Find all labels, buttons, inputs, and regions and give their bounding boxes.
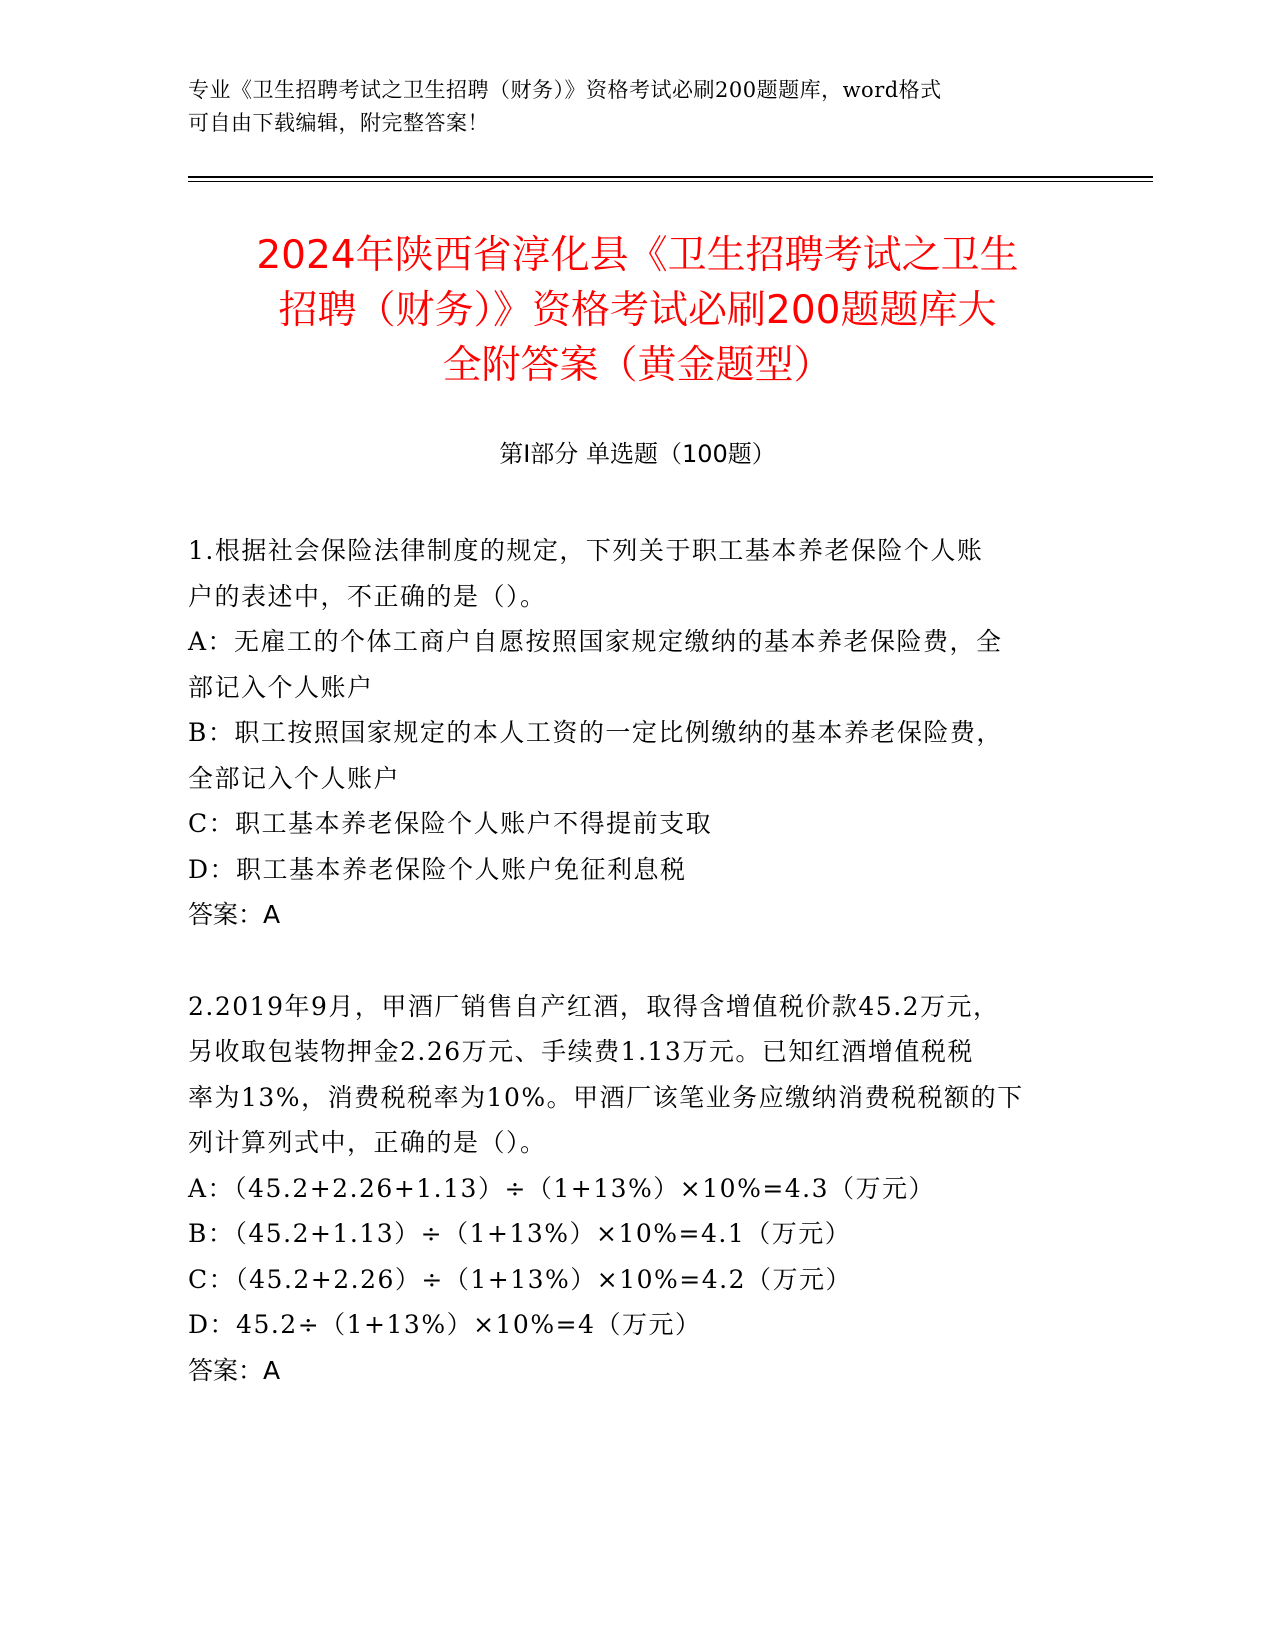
question-2-option-d: D：45.2÷（1+13%）×10%=4（万元）	[188, 1310, 702, 1339]
question-1-stem-line2: 户的表述中，不正确的是（）。	[188, 581, 547, 611]
question-2-option-b: B：（45.2+1.13）÷（1+13%）×10%=4.1（万元）	[188, 1219, 852, 1248]
question-1	[188, 528, 1068, 938]
question-2-stem-line4: 列计算列式中，正确的是（）。	[188, 1128, 547, 1157]
question-1-option-d: D：职工基本养老保险个人账户免征利息税	[188, 854, 687, 884]
question-1-option-a-line1: A：无雇工的个体工商户自愿按照国家规定缴纳的基本养老保险费，全	[188, 627, 1003, 656]
question-2-stem-line1: 2.2019年9月，甲酒厂销售自产红酒，取得含增值税价款45.2万元，	[188, 991, 1000, 1021]
question-1-option-a-line2: 部记入个人账户	[188, 672, 374, 702]
question-2-stem-line2: 另收取包装物押金2.26万元、手续费1.13万元。已知红酒增值税税	[188, 1037, 974, 1066]
header-note-line1: 专业《卫生招聘考试之卫生招聘（财务）》资格考试必刷200题题库，word格式	[188, 78, 942, 102]
question-1-option-c: C：职工基本养老保险个人账户不得提前支取	[188, 809, 713, 838]
question-2	[188, 984, 1068, 1394]
question-2-stem-line3: 率为13%，消费税税率为10%。甲酒厂该笔业务应缴纳消费税税额的下	[188, 1082, 1024, 1112]
question-1-stem-line1: 1.根据社会保险法律制度的规定，下列关于职工基本养老保险个人账	[188, 536, 984, 565]
question-2-option-a: A：（45.2+2.26+1.13）÷（1+13%）×10%=4.3（万元）	[188, 1173, 936, 1203]
question-list	[188, 528, 1068, 1439]
header-rule-thin	[188, 181, 1153, 182]
document-title-line3: 全附答案（黄金题型）	[442, 343, 833, 388]
header-rule-thick	[188, 176, 1153, 178]
question-2-option-c: C：（45.2+2.26）÷（1+13%）×10%=4.2（万元）	[188, 1264, 852, 1294]
question-2-answer: 答案：A	[188, 1355, 281, 1385]
section-heading: 第Ⅰ部分 单选题（100题）	[499, 440, 776, 468]
document-title-line2: 招聘（财务）》资格考试必刷200题题库大	[278, 288, 997, 333]
document-title	[170, 228, 1105, 393]
header-note	[188, 74, 1088, 140]
header-note-line2: 可自由下载编辑，附完整答案！	[188, 111, 489, 135]
document-title-line1: 2024年陕西省淳化县《卫生招聘考试之卫生	[256, 233, 1019, 278]
question-1-answer: 答案：A	[188, 900, 281, 929]
question-1-option-b-line2: 全部记入个人账户	[188, 763, 401, 793]
question-1-option-b-line1: B：职工按照国家规定的本人工资的一定比例缴纳的基本养老保险费，	[188, 718, 1003, 747]
